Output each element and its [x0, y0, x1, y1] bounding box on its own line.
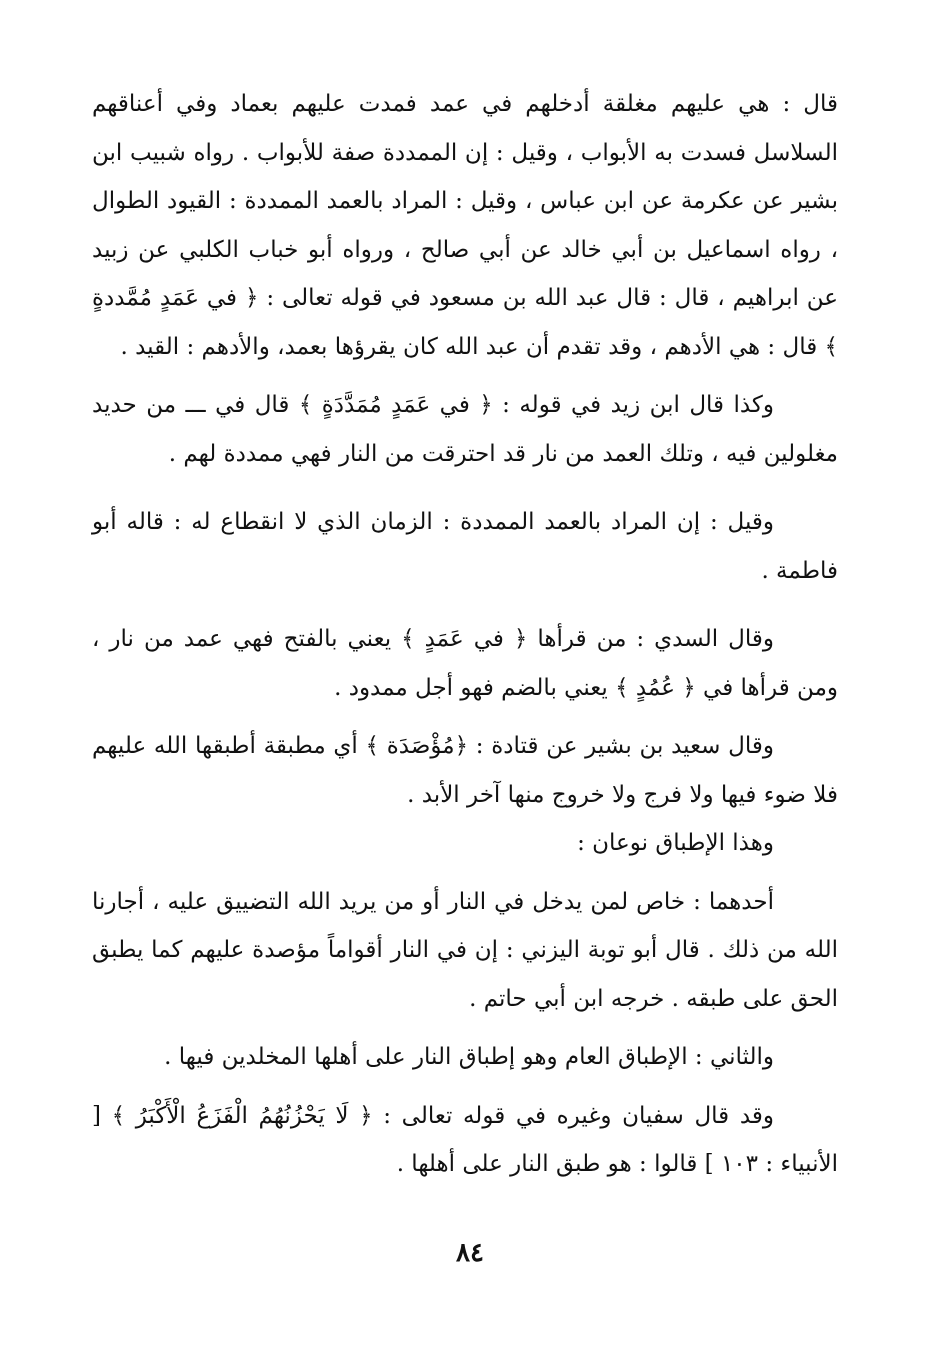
page-number: ٨٤ [456, 1238, 484, 1268]
paragraph-5: وقال سعيد بن بشير عن قتادة : ﴿مُؤْصَدَة ﴾ أي مطبقة أطبقها الله عليهم فلا ضوء فيها ولا فرج ولا خروج منها آخر الأبد . [92, 733, 838, 808]
paragraph-1: قال : هي عليهم مغلقة أدخلهم في عمد فمدت عليهم بعماد وفي أعناقهم السلاسل فسدت به الأبواب ، وقيل : إن الممددة صفة للأبواب . رواه شبيب ابن بشير عن عكرمة عن ابن عباس ، وقيل : المراد بالعمد الممددة : القيود الطوال ، رواه اسماعيل بن أبي خالد عن أبي صالح ، ورواه أبو خباب الكلبي عن زبيد عن ابراهيم ، قال : قال عبد الله بن مسعود في قوله تعالى : ﴿ في عَمَدٍ مُمَّددةٍ ﴾ قال : هي الأدهم ، وقد تقدم أن عبد الله كان يقرؤها بعمد، والأدهم : القيد . [92, 91, 838, 360]
paragraph-2: وكذا قال ابن زيد في قوله : ﴿ في عَمَدٍ مُمَدَّدَةٍ ﴾ قال في ـــ من حديد مغلولين فيه ، وتلك العمد من نار قد احترقت من النار فهي ممددة لهم . [92, 392, 838, 467]
paragraph-7: أحدهما : خاص لمن يدخل في النار أو من يريد الله التضييق عليه ، أجارنا الله من ذلك . قال أبو توبة اليزني : إن في النار أقواماً مؤصدة عليهم كما يطبق الحق على طبقه . خرجه ابن أبي حاتم . [92, 888, 838, 1012]
paragraph-9: وقد قال سفيان وغيره في قوله تعالى : ﴿ لَا يَحْزُنُهُمُ الْفَزَعُ الْأَكْبَرُ ﴾ [ الأنبياء : ١٠٣ ] قالوا : هو طبق النار على أهلها . [92, 1102, 838, 1177]
paragraph-4: وقال السدي : من قرأها ﴿ في عَمَدٍ ﴾ يعني بالفتح فهي عمد من نار ، ومن قرأها في ﴿ عُمُدٍ ﴾ يعني بالضم فهو أجل ممدود . [92, 626, 838, 701]
paragraph-8: والثاني : الإطباق العام وهو إطباق النار على أهلها المخلدين فيها . [164, 1044, 774, 1070]
page-body [92, 80, 838, 1189]
paragraph-6: وهذا الإطباق نوعان : [577, 830, 774, 856]
paragraph-3: وقيل : إن المراد بالعمد الممددة : الزمان الذي لا انقطاع له : قاله أبو فاطمة . [92, 509, 838, 584]
